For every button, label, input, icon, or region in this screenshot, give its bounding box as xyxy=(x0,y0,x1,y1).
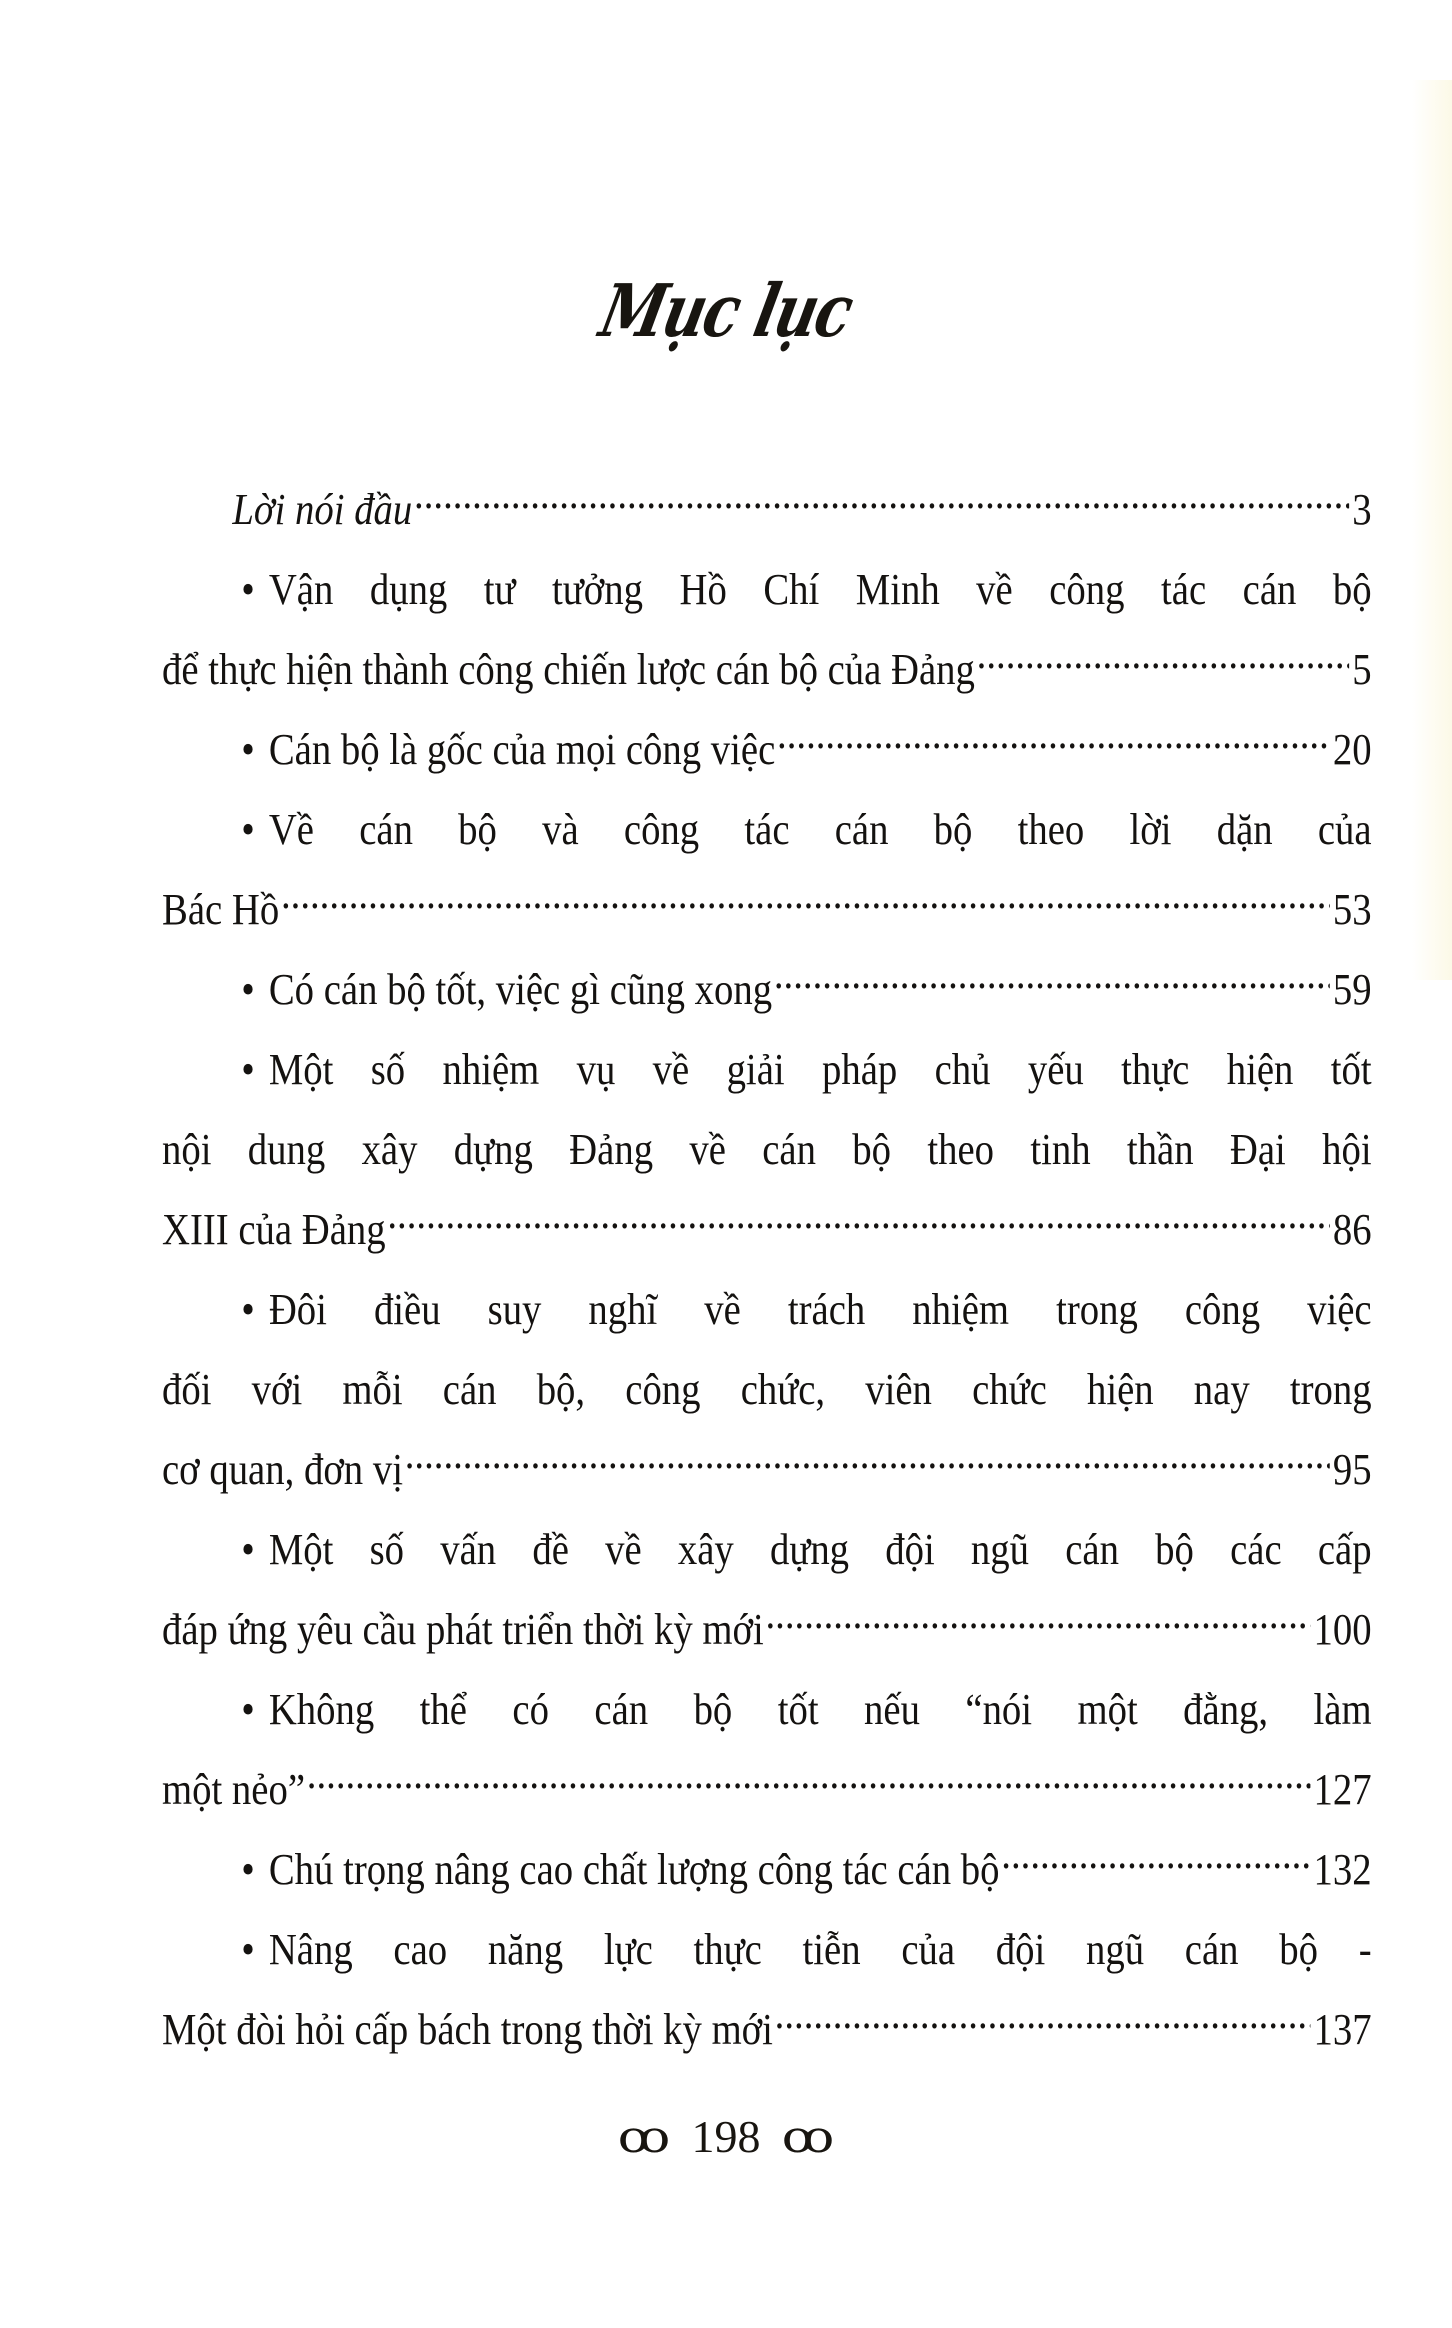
bullet-icon: • xyxy=(241,1525,255,1574)
dot-leader xyxy=(775,2000,1310,2044)
toc-entry-line: đáp ứng yêu cầu phát triển thời kỳ mới xyxy=(162,1605,764,1654)
toc-entry-line: Bác Hồ xyxy=(162,885,280,934)
toc-page-number: 59 xyxy=(1332,965,1372,1014)
page-title: Mục lục xyxy=(593,268,859,354)
ornament-right-icon: ꝏ xyxy=(781,2113,835,2162)
toc-entry xyxy=(162,1270,1372,1510)
bullet-icon: • xyxy=(241,1045,255,1094)
toc-page-number: 127 xyxy=(1313,1765,1372,1814)
toc-entry-line: cơ quan, đơn vị xyxy=(162,1445,403,1494)
toc-entry-line: Một đòi hỏi cấp bách trong thời kỳ mới xyxy=(162,2005,773,2054)
bullet-icon: • xyxy=(241,965,255,1014)
toc-entry xyxy=(162,710,1372,790)
dot-leader xyxy=(774,960,1329,1004)
toc-page-number: 95 xyxy=(1332,1445,1372,1494)
dot-leader xyxy=(777,720,1329,764)
toc-entry-line: Không thể có cán bộ tốt nếu “nói một đằng, làm xyxy=(268,1685,1372,1734)
toc-entry xyxy=(162,950,1372,1030)
toc-entry-line: Có cán bộ tốt, việc gì cũng xong xyxy=(268,965,773,1014)
bullet-icon: • xyxy=(241,565,255,614)
dot-leader xyxy=(766,1600,1311,1644)
dot-leader xyxy=(977,640,1349,684)
toc-page-number: 132 xyxy=(1313,1845,1372,1894)
toc-entry-preface xyxy=(162,470,1372,550)
toc-entry-line: Nâng cao năng lực thực tiễn của đội ngũ cán bộ - xyxy=(268,1925,1372,1974)
ornament-left-icon: ꝏ xyxy=(617,2113,671,2162)
table-of-contents xyxy=(162,470,1372,2070)
toc-entry-line: Một số vấn đề về xây dựng đội ngũ cán bộ các cấp xyxy=(268,1525,1372,1574)
toc-page-number: 5 xyxy=(1352,645,1372,694)
toc-entry-line: Cán bộ là gốc của mọi công việc xyxy=(268,725,776,774)
toc-entry-line: Vận dụng tư tưởng Hồ Chí Minh về công tác cán bộ xyxy=(268,565,1372,614)
toc-page-number: 53 xyxy=(1332,885,1372,934)
toc-page-number: 137 xyxy=(1313,2005,1372,2054)
toc-entry-line: một nẻo” xyxy=(162,1765,306,1814)
toc-entry xyxy=(162,1510,1372,1670)
toc-entry-title: Lời nói đầu xyxy=(232,485,413,534)
toc-entry xyxy=(162,1670,1372,1830)
toc-entry xyxy=(162,550,1372,710)
bullet-icon: • xyxy=(241,805,255,854)
toc-entry xyxy=(162,1830,1372,1910)
toc-entry-line: Chú trọng nâng cao chất lượng công tác cán bộ xyxy=(268,1845,1000,1894)
toc-entry-line: Một số nhiệm vụ về giải pháp chủ yếu thực hiện tốt xyxy=(268,1045,1372,1094)
toc-entry xyxy=(162,1030,1372,1270)
bullet-icon: • xyxy=(241,1285,255,1334)
toc-entry-line: để thực hiện thành công chiến lược cán bộ của Đảng xyxy=(162,645,975,694)
bullet-icon: • xyxy=(241,1845,255,1894)
toc-entry-line: Về cán bộ và công tác cán bộ theo lời dặn của xyxy=(268,805,1372,854)
toc-entry-line: XIII của Đảng xyxy=(162,1205,386,1254)
dot-leader xyxy=(1001,1840,1310,1884)
toc-entry xyxy=(162,1910,1372,2070)
toc-page-number: 86 xyxy=(1332,1205,1372,1254)
bullet-icon: • xyxy=(241,1925,255,1974)
page-number: 198 xyxy=(691,2111,761,2162)
bullet-icon: • xyxy=(241,1685,255,1734)
page-footer xyxy=(0,2110,1452,2163)
toc-entry xyxy=(162,790,1372,950)
dot-leader xyxy=(281,880,1329,924)
toc-page-number: 20 xyxy=(1332,725,1372,774)
toc-entry-line: Đôi điều suy nghĩ về trách nhiệm trong công việc xyxy=(268,1285,1372,1334)
toc-page-number: 3 xyxy=(1352,485,1372,534)
dot-leader xyxy=(414,480,1349,524)
dot-leader xyxy=(307,1760,1310,1804)
dot-leader xyxy=(387,1200,1329,1244)
bullet-icon: • xyxy=(241,725,255,774)
toc-page-number: 100 xyxy=(1313,1605,1372,1654)
toc-entry-line: nội dung xây dựng Đảng về cán bộ theo tinh thần Đại hội xyxy=(162,1125,1372,1174)
dot-leader xyxy=(405,1440,1330,1484)
toc-entry-line: đối với mỗi cán bộ, công chức, viên chức hiện nay trong xyxy=(162,1365,1372,1414)
page-edge-shadow xyxy=(1412,80,1452,980)
